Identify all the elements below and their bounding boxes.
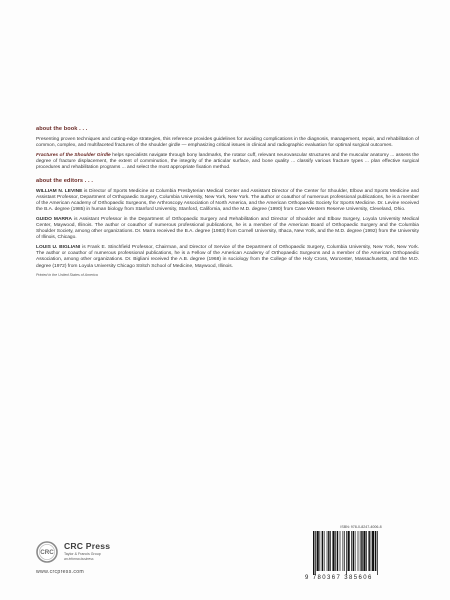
barcode-bar — [363, 531, 365, 571]
barcode-bar — [332, 531, 334, 571]
isbn-barcode — [303, 525, 419, 585]
barcode-bar — [335, 531, 336, 571]
about-book-heading: about the book . . . — [36, 126, 88, 132]
isbn-digits: 9 780367 385606 — [305, 575, 373, 581]
barcode-bar — [313, 531, 314, 575]
logo-letters: CRC — [40, 549, 54, 557]
back-cover-text — [36, 126, 419, 277]
editor-bio-text: is Frank E. Stinchfield Professor, Chairman, and Director of Service of the Department of Orthopaedic Surgery, Columbia University, New York, New York. The author or coauthor of numerous professional publications, he is a Fellow of the American Academy of Orthopaedic Surgeons and a member of the American Orthopaedic Association, among other organizations. Dr. Bigliani received the A.B. degree (1968) in sociology from the College of the Holy Cross, Worcester, Massachusetts, and the M.D. degree (1972) from Loyola University Chicago Stritch School of Medicine, Maywood, Illinois. — [36, 245, 420, 269]
barcode-bar — [371, 531, 372, 571]
barcode-bar — [360, 531, 361, 571]
about-book-paragraph-1: Presenting proven techniques and cutting-edge strategies, this reference provides guidelines for avoiding complications in the diagnosis, management, repair, and rehabilitation of common, complex, and multifaceted fractures of the shoulder girdle — emphasizing critical issues in clinical and radiographic evaluation for optimal surgical outcomes. — [36, 137, 419, 149]
barcode-bar — [355, 531, 356, 571]
barcode-bar — [346, 531, 347, 575]
barcode-bar — [322, 531, 323, 571]
publisher-logo — [36, 538, 156, 588]
barcode-bar — [375, 531, 376, 571]
isbn-label: ISBN: 978-0-8247-4006-8 — [340, 525, 382, 529]
about-book-paragraph-2 — [36, 153, 419, 171]
editor-bio-bigliani — [36, 245, 419, 270]
book-title: Fractures of the Shoulder Girdle — [36, 152, 111, 158]
editor-name: LOUIS U. BIGLIANI — [36, 245, 81, 251]
publisher-subtagline: an informa business — [64, 557, 94, 561]
barcode-icon — [311, 531, 411, 575]
barcode-bar — [348, 531, 350, 571]
publisher-tagline: Taylor & Francis Group — [64, 552, 101, 556]
barcode-bar — [358, 531, 359, 571]
editor-bio-marra — [36, 217, 419, 242]
barcode-bar — [315, 531, 316, 575]
publisher-url: www.crcpress.com — [36, 569, 85, 575]
barcode-bar — [368, 531, 369, 571]
barcode-bar — [317, 531, 319, 571]
barcode-bar — [372, 531, 374, 571]
barcode-bar — [377, 531, 378, 575]
barcode-bar — [353, 531, 354, 571]
about-editors-heading: about the editors . . . — [36, 177, 93, 184]
barcode-bar — [327, 531, 328, 571]
crc-press-logo-icon — [36, 541, 58, 563]
barcode-bar — [361, 531, 362, 571]
barcode-bar — [328, 531, 329, 571]
editor-bio-text: is Assistant Professor in the Department of Orthopaedic Surgery and Rehabilitation and Director of Shoulder and Elbow Surgery, Loyola University Medical Center, Maywood, Illinois. The author or coauthor of numerous professional publications, he is a member of the American Board of Orthopaedic Surgery and the Columbia Shoulder Society, among other organizations. Dr. Marra received the B.A. degree (1983) from Cornell University, Ithaca, New York, and the M.D. degree (1992) from the University of Illinois, Chicago. — [36, 216, 419, 241]
barcode-bar — [344, 531, 345, 571]
barcode-bar — [337, 531, 338, 571]
editor-bio-levine — [36, 189, 419, 214]
about-book-paragraph-2-text: helps specialists navigate through bony landmarks, the rotator cuff, relevant neurovascular structures and the muscular anatomy ... assess the degree of fracture displacement, the extent of comminution, the integrity of the articular surface, and bone quality ... classify various fracture types ... plan effective surgical procedures and rehabilitation programs ... and select the most appropriate fixation method. — [36, 152, 419, 171]
publisher-name: CRC Press — [64, 541, 111, 551]
printed-credit: Printed in the United States of America — [36, 273, 98, 278]
barcode-bar — [366, 531, 367, 571]
barcode-bar — [330, 531, 331, 571]
editor-name: WILLIAM N. LEVINE — [36, 188, 83, 194]
barcode-bar — [324, 531, 325, 571]
editor-bio-text: is Director of Sports Medicine at Columbia Presbyterian Medical Center and Assistant Director of the Center for Shoulder, Elbow and Sports Medicine and Assistant Professor, Department of Orthopaedic Surgery, Columbia University, New York, New York. The author or coauthor of numerous professional publications, he is a member of the American Academy of Orthopaedic Surgeons, the Arthroscopy Association of North America, and the American Orthopaedic Society for Sports Medicine. Dr. Levine received the B.A. degree (1985) in human biology from Stanford University, Stanford, California, and the M.D. degree (1990) from Case Western Reserve University, Cleveland, Ohio. — [36, 188, 419, 213]
barcode-bar — [343, 531, 344, 571]
barcode-bar — [319, 531, 320, 571]
barcode-bar — [340, 531, 341, 571]
editor-name: GUIDO MARRA — [36, 216, 72, 222]
barcode-bar — [351, 531, 352, 571]
